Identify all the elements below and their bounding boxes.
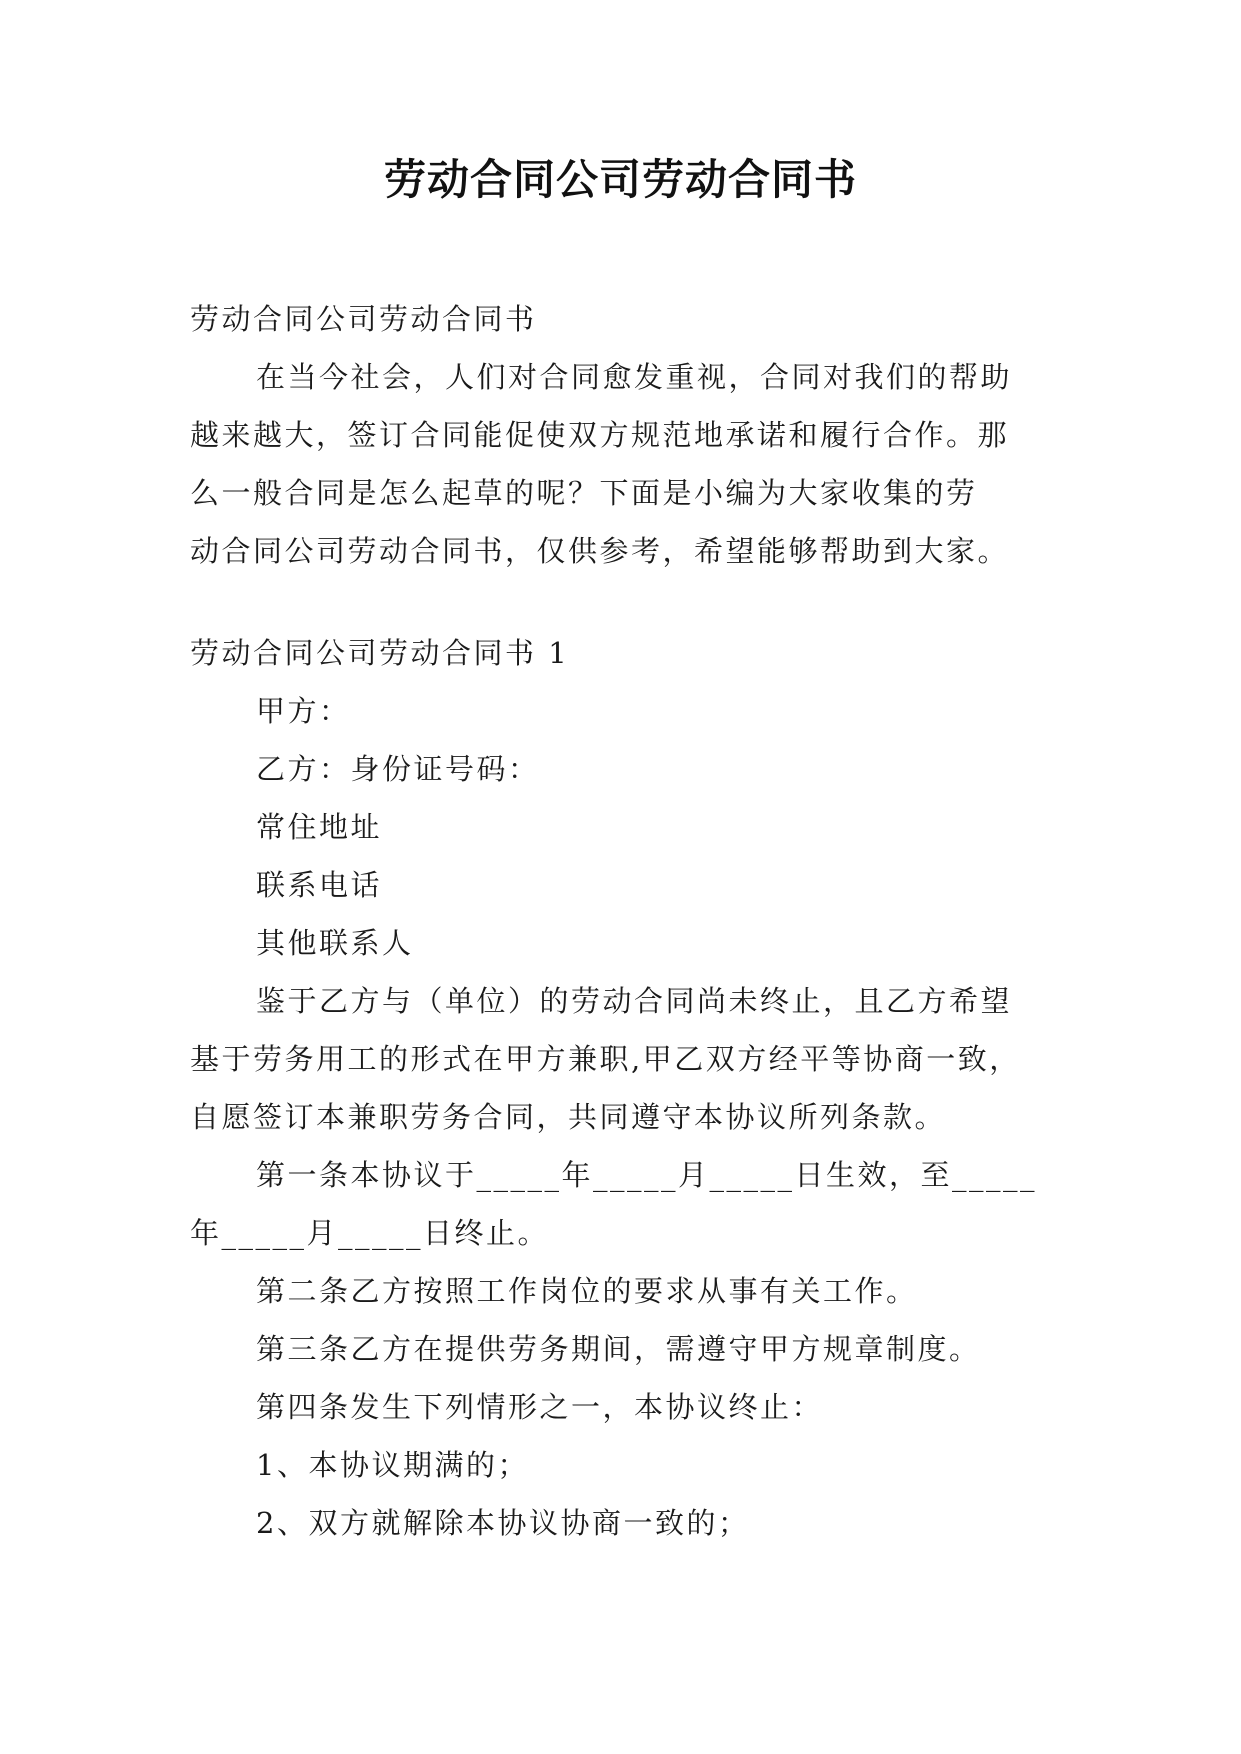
intro-line: 动合同公司劳动合同书，仅供参考，希望能够帮助到大家。 — [190, 534, 1010, 568]
section-gap — [190, 580, 1070, 624]
article-1-line: 第一条本协议于_____年_____月_____日生效，至_____ — [256, 1158, 1038, 1192]
intro-line: 越来越大，签订合同能促使双方规范地承诺和履行合作。那 — [190, 418, 1010, 452]
article-1-line: 年_____月_____日终止。 — [190, 1216, 550, 1250]
phone-field: 联系电话 — [256, 868, 383, 902]
article-2: 第二条乙方按照工作岗位的要求从事有关工作。 — [256, 1274, 918, 1308]
document-body — [190, 290, 1070, 1552]
preamble-line: 基于劳务用工的形式在甲方兼职,甲乙双方经平等协商一致， — [190, 1042, 1021, 1076]
preamble-line: 鉴于乙方与（单位）的劳动合同尚未终止，且乙方希望 — [256, 984, 1013, 1018]
other-contact-field: 其他联系人 — [256, 926, 414, 960]
intro-line: 在当今社会，人们对合同愈发重视，合同对我们的帮助 — [256, 360, 1013, 394]
intro-line: 么一般合同是怎么起草的呢？下面是小编为大家收集的劳 — [190, 476, 978, 510]
article-4-item-2: 2、双方就解除本协议协商一致的； — [256, 1506, 750, 1540]
document-title: 劳动合同公司劳动合同书 — [383, 155, 857, 204]
document-subtitle: 劳动合同公司劳动合同书 — [190, 302, 537, 336]
article-4-item-1: 1、本协议期满的； — [256, 1448, 529, 1482]
article-3: 第三条乙方在提供劳务期间，需遵守甲方规章制度。 — [256, 1332, 981, 1366]
party-b-field: 乙方：身份证号码： — [256, 752, 540, 786]
party-a-field: 甲方： — [256, 694, 351, 728]
section-heading: 劳动合同公司劳动合同书 1 — [190, 636, 570, 670]
article-4: 第四条发生下列情形之一，本协议终止： — [256, 1390, 824, 1424]
preamble-line: 自愿签订本兼职劳务合同，共同遵守本协议所列条款。 — [190, 1100, 947, 1134]
address-field: 常住地址 — [256, 810, 383, 844]
